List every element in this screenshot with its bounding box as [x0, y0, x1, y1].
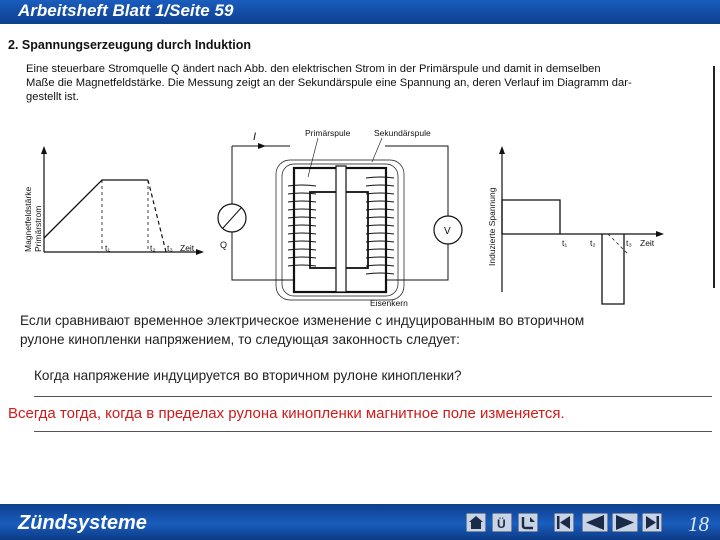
x-axis-label: Zeit	[640, 238, 655, 248]
answer-text: Всегда тогда, когда в пределах рулона кинопленки магнитное поле изменяется.	[8, 405, 565, 422]
page-edge-line	[713, 66, 715, 288]
tick-t1: t₁	[105, 243, 111, 253]
paragraph-line: Eine steuerbare Stromquelle Q ändert nach Abb. den elektrischen Strom in der Primärspule und damit in demselben	[26, 63, 601, 75]
document-paragraph	[26, 62, 706, 104]
intro-text	[20, 311, 584, 349]
footer-brand: Zündsysteme	[18, 512, 147, 534]
magnetic-field-graph	[22, 140, 208, 290]
induced-voltage-graph	[480, 142, 670, 312]
secondary-coil-label: Sekundärspule	[374, 128, 431, 138]
iron-core-label: Eisenkern	[370, 298, 408, 308]
first-page-icon[interactable]	[554, 513, 574, 532]
primary-coil-label: Primärspule	[305, 128, 351, 138]
svg-text:Ü: Ü	[497, 517, 506, 531]
tick-t3: t₃	[626, 238, 632, 248]
page-title: Arbeitsheft Blatt 1/Seite 59	[18, 1, 234, 20]
question-underline	[34, 396, 712, 397]
y-axis-label: Induzierte Spannung	[487, 187, 497, 266]
scanned-document	[0, 24, 720, 310]
section-heading: 2. Spannungserzeugung durch Induktion	[8, 38, 252, 52]
page-number: 18	[688, 512, 709, 536]
next-page-icon[interactable]	[612, 513, 638, 532]
x-axis-label: Zeit	[180, 243, 195, 253]
voltmeter-label: V	[444, 226, 451, 237]
paragraph-line: gestellt ist.	[26, 91, 79, 103]
source-label: Q	[220, 240, 228, 250]
tick-t3: t₃	[167, 243, 173, 253]
umlaut-u-icon[interactable]	[492, 513, 512, 532]
current-label: I	[253, 131, 257, 143]
y-axis-label-1: Magnetfeldstärke	[23, 186, 33, 252]
footer-bar	[0, 504, 720, 540]
answer-underline	[34, 431, 712, 432]
last-page-icon[interactable]	[642, 513, 662, 532]
tick-t2: t₂	[150, 243, 156, 253]
previous-page-icon[interactable]	[582, 513, 608, 532]
induction-circuit-diagram	[210, 122, 470, 308]
home-icon[interactable]	[466, 513, 486, 532]
question-text: Когда напряжение индуцируется во вторичном рулоне кинопленки?	[34, 368, 462, 383]
header-bar	[0, 0, 720, 24]
tick-t2: t₂	[590, 238, 596, 248]
return-icon[interactable]	[518, 513, 538, 532]
intro-line: рулоне кинопленки напряжением, то следующая законность следует:	[20, 332, 460, 347]
intro-line: Если сравнивают временное электрическое изменение с индуцированным во вторичном	[20, 313, 585, 328]
y-axis-label-2: Primärstrom	[33, 205, 43, 252]
paragraph-line: Maße die Magnetfeldstärke. Die Messung zeigt an der Sekundärspule eine Spannung an, deren Verlauf im Diagramm dar-	[26, 77, 632, 89]
tick-t1: t₁	[562, 238, 568, 248]
